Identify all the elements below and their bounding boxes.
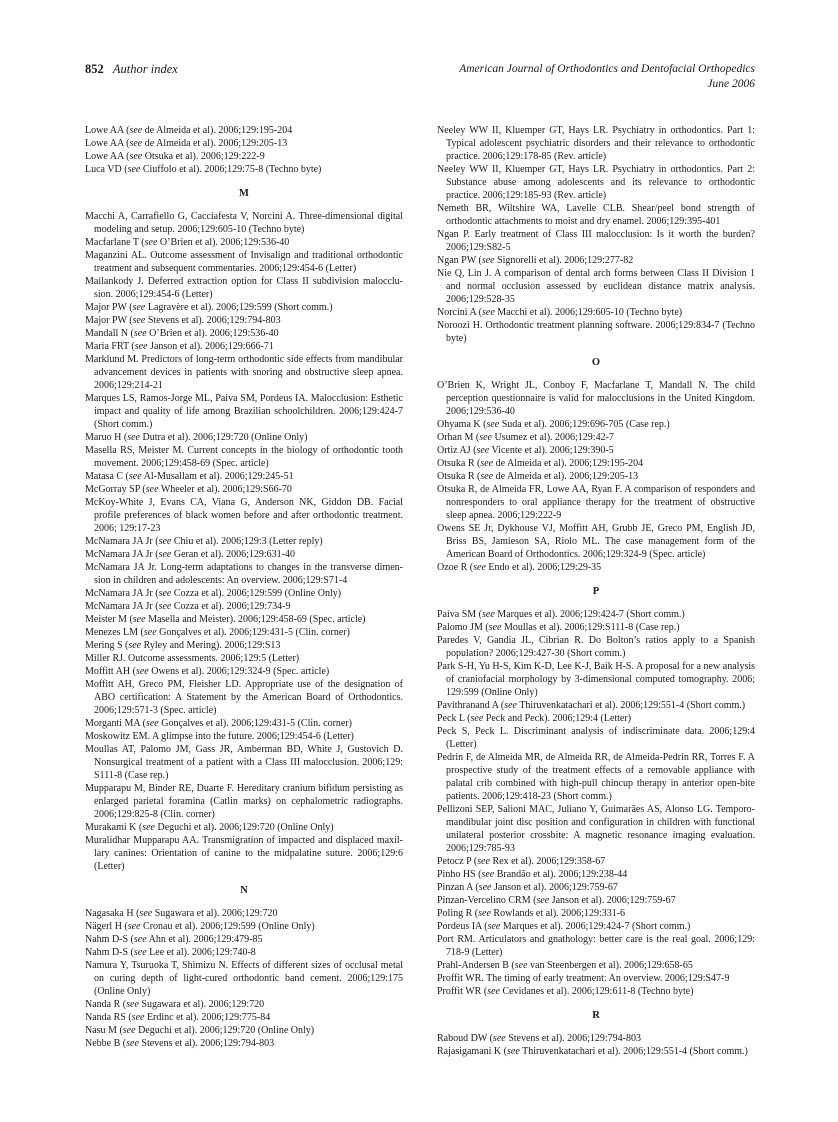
index-entry: Menezes LM (see Gonçalves et al). 2006;129:431-5 (Clin. corner) — [85, 627, 350, 638]
index-entry: Paiva SM (see Marques et al). 2006;129:424-7 (Short comm.) — [437, 609, 685, 620]
index-entry: Prahl-Andersen B (see van Steenbergen et al). 2006;129:658-65 — [437, 960, 693, 971]
index-entry: Ngan PW (see Signorelli et al). 2006;129:277-82 — [437, 255, 634, 266]
index-entry: Nasu M (see Deguchi et al). 2006;129:720 (Online Only) — [85, 1025, 315, 1036]
index-entry: Lowe AA (see Otsuka et al). 2006;129:222-9 — [85, 151, 265, 162]
index-entry: Park S-H, Yu H-S, Kim K-D, Lee K-J, Baik H-S. A proposal for a new analysis of craniofacial morphology by 3-dimensional computed tomography. 2006; 129:599 (Online Only) — [437, 661, 755, 698]
index-entry: Nahm D-S (see Ahn et al). 2006;129:479-85 — [85, 934, 263, 945]
index-entry: McNamara JA Jr (see Chiu et al). 2006;129:3 (Letter reply) — [85, 536, 323, 547]
index-entry: Owens SE Jr, Dykhouse VJ, Moffitt AH, Grubb JE, Greco PM, English JD, Briss BS, Jamieson SA, Riolo ML. The case management form of the American Board of Orthodontics. 2006;129:324-9 (Spec. article) — [437, 523, 755, 560]
section-letter-heading: P — [592, 586, 600, 597]
index-entry: Ohyama K (see Suda et al). 2006;129:696-705 (Case rep.) — [437, 419, 670, 430]
section-letter-heading: M — [239, 188, 249, 199]
index-entry: Proffit WR. The timing of early treatment: An overview. 2006;129:S47-9 — [437, 973, 730, 984]
journal-title: American Journal of Orthodontics and Dentofacial Orthopedics — [459, 63, 755, 75]
index-entry: Moffitt AH (see Owens et al). 2006;129:324-9 (Spec. article) — [85, 666, 330, 677]
index-entry: Nemeth BR, Wiltshire WA, Lavelle CLB. Shear/peel bond strength of orthodontic attachments to moist and dry enamel. 2006;129:395-401 — [437, 203, 755, 227]
index-entry: McNamara JA Jr (see Cozza et al). 2006;129:599 (Online Only) — [85, 588, 342, 599]
index-entry: Petocz P (see Rex et al). 2006;129:358-67 — [437, 856, 606, 867]
index-entry: O’Brien K, Wright JL, Conboy F, Macfarlane T, Mandall N. The child perception questionnaire is valid for malocclusions in the United Kingdom. 2006;129:536-40 — [437, 380, 755, 417]
running-header-right — [459, 62, 755, 92]
index-entry: McKoy-White J, Evans CA, Viana G, Anderson NK, Giddon DB. Facial profile preferences of black women before and after orthodontic treatment. 2006; 129:17-23 — [85, 497, 403, 534]
index-entry: Major PW (see Stevens et al). 2006;129:794-803 — [85, 315, 281, 326]
index-entry: Lowe AA (see de Almeida et al). 2006;129:205-13 — [85, 138, 288, 149]
index-entry: Nebbe B (see Stevens et al). 2006;129:794-803 — [85, 1038, 275, 1049]
section-title: Author index — [112, 62, 178, 76]
index-entry: Peck S, Peck L. Discriminant analysis of indiscriminate data. 2006;129:4 (Letter) — [437, 726, 755, 750]
index-entry: Masella RS, Meister M. Current concepts in the biology of orthodontic tooth movement. 2006;129:458-69 (Spec. article) — [85, 445, 403, 469]
index-entry: Matasa C (see Al-Musallam et al). 2006;129:245-51 — [85, 471, 294, 482]
index-entry: Mailankody J. Deferred extraction option for Class II subdivision malocclu-sion. 2006;129:454-6 (Letter) — [85, 276, 403, 300]
index-entry: Major PW (see Lagravère et al). 2006;129:599 (Short comm.) — [85, 302, 333, 313]
index-entry: Maganzini AL. Outcome assessment of Invisalign and traditional orthodontic treatment and subsequent commentaries. 2006;129:454-6 (Letter) — [85, 250, 403, 274]
index-entry: Peck L (see Peck and Peck). 2006;129:4 (Letter) — [437, 713, 632, 724]
index-entry: McNamara JA Jr. Long-term adaptations to changes in the transverse dimen-sion in children and adolescents: An overview. 2006;129:S71-4 — [85, 562, 403, 586]
index-entry: Nahm D-S (see Lee et al). 2006;129:740-8 — [85, 947, 256, 958]
index-entry: Pordeus IA (see Marques et al). 2006;129:424-7 (Short comm.) — [437, 921, 691, 932]
index-entry: Meister M (see Masella and Meister). 2006;129:458-69 (Spec. article) — [85, 614, 366, 625]
index-entry: Pavithranand A (see Thiruvenkatachari et al). 2006;129:551-4 (Short comm.) — [437, 700, 746, 711]
index-entry: Maruo H (see Dutra et al). 2006;129:720 (Online Only) — [85, 432, 308, 443]
index-entry: Palomo JM (see Moullas et al). 2006;129:S111-8 (Case rep.) — [437, 622, 680, 633]
index-entry: Namura Y, Tsuruoka T, Shimizu N. Effects of different sizes of occlusal metal on curing depth of light-cured orthodontic band cement. 2006;129:175 (Online Only) — [85, 960, 403, 997]
index-entry: Murakami K (see Deguchi et al). 2006;129:720 (Online Only) — [85, 822, 334, 833]
index-entry: Poling R (see Rowlands et al). 2006;129:331-6 — [437, 908, 626, 919]
index-entry: McGorray SP (see Wheeler et al). 2006;129:S66-70 — [85, 484, 292, 495]
index-entry: Morganti MA (see Gonçalves et al). 2006;129:431-5 (Clin. corner) — [85, 718, 352, 729]
index-entry: Mupparapu M, Binder RE, Duarte F. Hereditary cranium bifidum persisting as enlarged parietal foramina (Catlin marks) on cephalometric radiographs. 2006;129:825-8 (Clin. corner) — [85, 783, 403, 820]
section-letter-heading: O — [591, 357, 601, 368]
section-letter-heading: N — [240, 885, 248, 896]
index-entry: Nägerl H (see Cronau et al). 2006;129:599 (Online Only) — [85, 921, 315, 932]
index-entry: Moullas AT, Palomo JM, Gass JR, Amberman BD, White J, Gustovich D. Nonsurgical treatment of a patient with a Class III malocclusion. 2006;129: S111-8 (Case rep.) — [85, 744, 403, 781]
issue-date: June 2006 — [707, 78, 755, 90]
index-entry: Ortiz AJ (see Vicente et al). 2006;129:390-5 — [437, 445, 614, 456]
index-entry: Mering S (see Ryley and Mering). 2006;129:S13 — [85, 640, 281, 651]
index-entry: Norcini A (see Macchi et al). 2006;129:605-10 (Techno byte) — [437, 307, 683, 318]
index-entry: Pinho HS (see Brandão et al). 2006;129:238-44 — [437, 869, 628, 880]
page-number: 852 — [85, 62, 104, 76]
index-entry: Moffitt AH, Greco PM, Fleisher LD. Appropriate use of the designation of ABO certification: A Statement by the American Board of Orthodontics. 2006;129:571-3 (Spec. article) — [85, 679, 403, 716]
index-entry: Otsuka R (see de Almeida et al). 2006;129:205-13 — [437, 471, 639, 482]
index-entry: Pinzan-Vercelino CRM (see Janson et al). 2006;129:759-67 — [437, 895, 676, 906]
index-entry: Luca VD (see Ciuffolo et al). 2006;129:75-8 (Techno byte) — [85, 164, 322, 175]
index-entry: Ozoe R (see Endo et al). 2006;129:29-35 — [437, 562, 602, 573]
index-entry: Ngan P. Early treatment of Class III malocclusion: Is it worth the burden? 2006;129:S82-5 — [437, 229, 755, 253]
index-entry: Macfarlane T (see O’Brien et al). 2006;129:536-40 — [85, 237, 290, 248]
index-entry: Paredes V, Gandia JL, Cibrian R. Do Bolton’s ratios apply to a Spanish population? 2006;129:427-30 (Short comm.) — [437, 635, 755, 659]
index-entry: Mandall N (see O’Brien et al). 2006;129:536-40 — [85, 328, 279, 339]
index-entry: Marklund M. Predictors of long-term orthodontic side effects from mandibular advancement devices in patients with snoring and obstructive sleep apnea. 2006;129:214-21 — [85, 354, 403, 391]
index-entry: Neeley WW II, Kluemper GT, Hays LR. Psychiatry in orthodontics. Part 1: Typical adolescent psychiatric disorders and their relevance to orthodontic practice. 2006;129:178-85 (Rev. article) — [437, 125, 755, 162]
index-column-left — [85, 124, 403, 1050]
index-entry: Noroozi H. Orthodontic treatment planning software. 2006;129:834-7 (Techno byte) — [437, 320, 755, 344]
index-entry: Nagasaka H (see Sugawara et al). 2006;129:720 — [85, 908, 278, 919]
index-entry: Nanda R (see Sugawara et al). 2006;129:720 — [85, 999, 265, 1010]
index-entry: Pedrin F, de Almeida MR, de Almeida RR, de Almeida-Pedrin RR, Torres F. A prospective study of the treatment effects of a removable appliance with palatal crib combined with high-pull chincup therapy in anterior open-bite patients. 2006;129:418-23 (Short comm.) — [437, 752, 755, 802]
index-entry: Otsuka R (see de Almeida et al). 2006;129:195-204 — [437, 458, 644, 469]
index-entry: Orhan M (see Usumez et al). 2006;129:42-7 — [437, 432, 614, 443]
index-entry: Pellizoni SEP, Salioni MAC, Juliano Y, Guimarães AS, Alonso LG. Temporo-mandibular joint disc position and configuration in children with functional unilateral posterior crossbite: A magnetic resonance imaging evaluation. 2006;129:785-93 — [437, 804, 755, 854]
index-entry: Miller RJ. Outcome assessments. 2006;129:5 (Letter) — [85, 653, 300, 664]
section-letter-heading: R — [592, 1010, 600, 1021]
index-entry: Moskowitz EM. A glimpse into the future. 2006;129:454-6 (Letter) — [85, 731, 354, 742]
running-header-left — [85, 62, 178, 77]
index-entry: Rajasigamani K (see Thiruvenkatachari et al). 2006;129:551-4 (Short comm.) — [437, 1046, 748, 1057]
index-entry: McNamara JA Jr (see Geran et al). 2006;129:631-40 — [85, 549, 295, 560]
index-entry: Otsuka R, de Almeida FR, Lowe AA, Ryan F. A comparison of responders and nonresponders to oral appliance therapy for the treatment of obstructive sleep apnea. 2006;129:222-9 — [437, 484, 755, 521]
index-entry: Proffit WR (see Cevidanes et al). 2006;129:611-8 (Techno byte) — [437, 986, 694, 997]
index-entry: Nanda RS (see Erdinc et al). 2006;129:775-84 — [85, 1012, 271, 1023]
index-entry: Marques LS, Ramos-Jorge ML, Paiva SM, Pordeus IA. Malocclusion: Esthetic impact and quality of life among Brazilian schoolchildren. 2006;129:424-7 (Short comm.) — [85, 393, 403, 430]
index-entry: McNamara JA Jr (see Cozza et al). 2006;129:734-9 — [85, 601, 291, 612]
index-entry: Muralidhar Mupparapu AA. Transmigration of impacted and displaced maxil-lary canines: Orientation of canine to the midpalatine suture. 2006;129:6 (Letter) — [85, 835, 403, 872]
index-entry: Pinzan A (see Janson et al). 2006;129:759-67 — [437, 882, 618, 893]
index-entry: Raboud DW (see Stevens et al). 2006;129:794-803 — [437, 1033, 641, 1044]
index-entry: Maria FRT (see Janson et al). 2006;129:666-71 — [85, 341, 274, 352]
index-entry: Nie Q, Lin J. A comparison of dental arch forms between Class II Division 1 and normal occlusion assessed by euclidean distance matrix analysis. 2006;129:528-35 — [437, 268, 755, 305]
index-column-right — [437, 124, 755, 1058]
index-entry: Lowe AA (see de Almeida et al). 2006;129:195-204 — [85, 125, 293, 136]
index-entry: Port RM. Articulators and gnathology: better care is the real goal. 2006;129: 718-9 (Letter) — [437, 934, 755, 958]
index-entry: Neeley WW II, Kluemper GT, Hays LR. Psychiatry in orthodontics. Part 2: Substance abuse among adolescents and its relevance to orthodontic practice. 2006;129:185-93 (Rev. article) — [437, 164, 755, 201]
index-entry: Macchi A, Carrafiello G, Cacciafesta V, Norcini A. Three-dimensional digital modeling and setup. 2006;129:605-10 (Techno byte) — [85, 211, 403, 235]
